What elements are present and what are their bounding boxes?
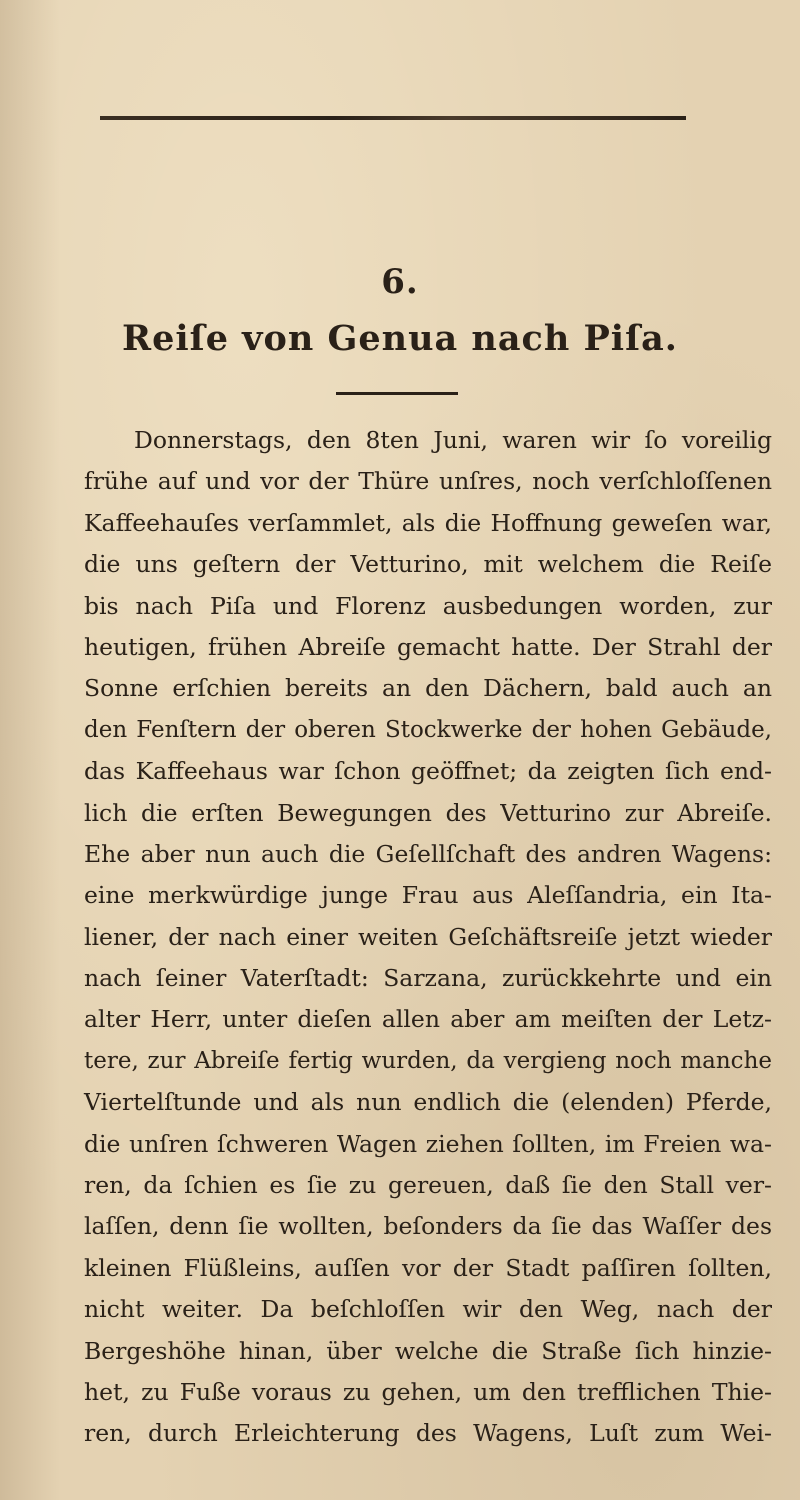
text-line: Kaffeehauſes verſammlet, als die Hoffnung geweſen war, [84, 508, 772, 537]
text-line: Ehe aber nun auch die Geſellſchaft des andren Wagens: [84, 839, 772, 868]
text-line: alter Herr, unter dieſen allen aber am meiſten der Letz- [84, 1005, 772, 1034]
chapter-title: Reiſe von Genua nach Piſa. [122, 318, 678, 359]
text-line: Viertelſtunde und als nun endlich die (elenden) Pferde, [84, 1088, 772, 1117]
chapter-number: 6. [381, 262, 419, 302]
text-line: liener, der nach einer weiten Geſchäftsreiſe jetzt wieder [84, 922, 772, 951]
page-edge-shadow [0, 0, 60, 1500]
text-line: eine merkwürdige junge Frau aus Aleſſandria, ein Ita- [84, 881, 772, 910]
text-line: bis nach Piſa und Florenz ausbedungen worden, zur [84, 591, 772, 620]
body-text [84, 420, 772, 1455]
text-line: nicht weiter. Da beſchloſſen wir den Weg, nach der [84, 1295, 772, 1324]
text-line: das Kaffeehaus war ſchon geöffnet; da zeigten ſich end- [84, 757, 772, 786]
text-line: ren, durch Erleichterung des Wagens, Luſt zum Wei- [84, 1419, 772, 1448]
text-line: die unſren ſchweren Wagen ziehen ſollten, im Freien wa- [84, 1129, 772, 1158]
text-line: nach ſeiner Vaterſtadt: Sarzana, zurückkehrte und ein [84, 964, 772, 993]
text-line: Sonne erſchien bereits an den Dächern, bald auch an [84, 674, 772, 703]
text-line: heutigen, frühen Abreiſe gemacht hatte. Der Strahl der [84, 632, 772, 661]
text-line: ren, da ſchien es ſie zu gereuen, daß ſie den Stall ver- [84, 1171, 772, 1200]
text-line: den Fenſtern der oberen Stockwerke der hohen Gebäude, [84, 716, 772, 743]
text-line: Bergeshöhe hinan, über welche die Straße ſich hinzie- [84, 1336, 772, 1365]
title-divider [336, 392, 458, 395]
text-line: Donnerstags, den 8ten Juni, waren wir ſo voreilig [134, 426, 772, 454]
text-line: het, zu Fuße voraus zu gehen, um den trefflichen Thie- [84, 1377, 772, 1406]
text-line: kleinen Flüßleins, auſſen vor der Stadt paſſiren ſollten, [84, 1253, 772, 1282]
text-line: die uns geſtern der Vetturino, mit welchem die Reiſe [84, 550, 772, 579]
text-line: lich die erſten Bewegungen des Vetturino zur Abreiſe. [84, 798, 772, 827]
text-line: laſſen, denn ſie wollten, beſonders da ſie das Waſſer des [84, 1212, 772, 1241]
header-rule [100, 116, 686, 120]
text-line: frühe auf und vor der Thüre unſres, noch verſchloſſenen [84, 467, 772, 496]
text-line: tere, zur Abreiſe fertig wurden, da vergieng noch manche [84, 1047, 772, 1074]
